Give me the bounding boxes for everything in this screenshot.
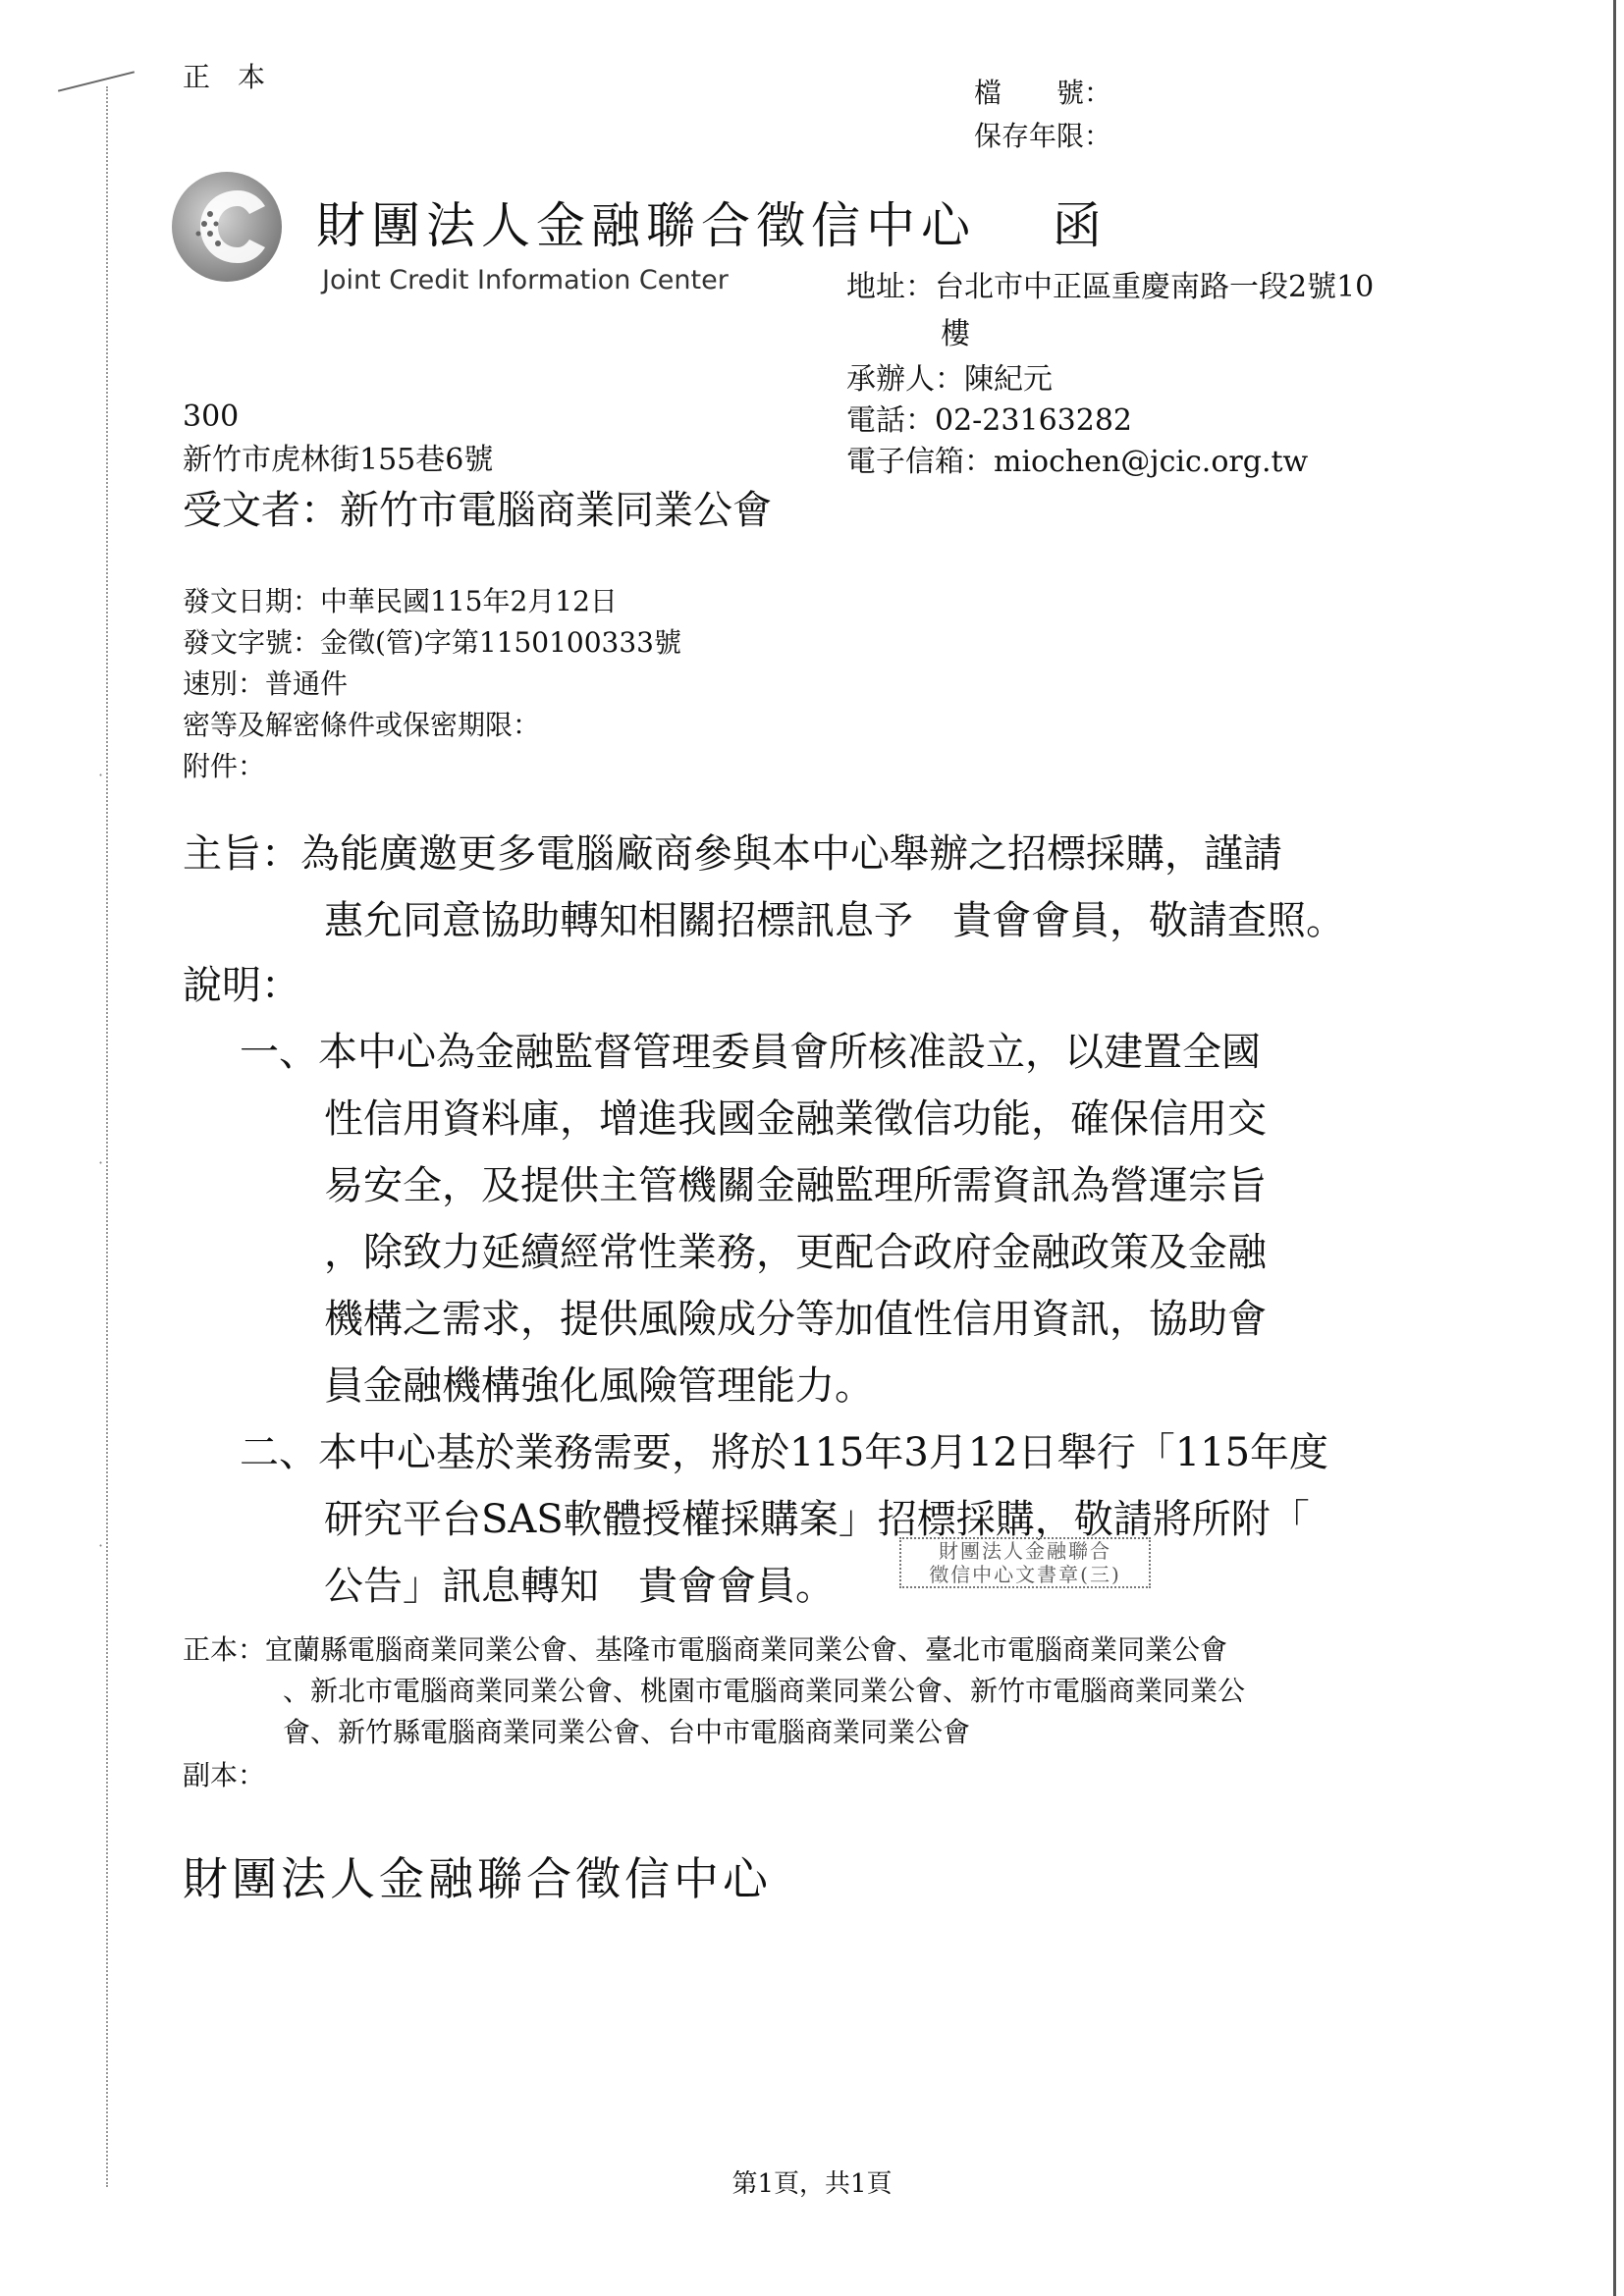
- document-number: 發文字號：金徵(管)字第1150100333號: [183, 626, 681, 659]
- explanation-item-1-line: 一、本中心為金融監督管理委員會所核准設立，以建置全國: [240, 1030, 1261, 1075]
- attachments: 附件：: [183, 750, 266, 782]
- explanation-item-1-line: 性信用資料庫，增進我國金融業徵信功能，確保信用交: [324, 1096, 1267, 1142]
- receiver: 受文者：新竹市電腦商業同業公會: [183, 488, 772, 533]
- explanation-item-2-line: 研究平台SAS軟體授權採購案」招標採購，敬請將所附「: [324, 1497, 1310, 1542]
- email-address: 電子信箱：miochen@jcic.org.tw: [846, 445, 1309, 479]
- distribution-copy: 副本：: [183, 1759, 266, 1791]
- explanation-item-1-line: 員金融機構強化風險管理能力。: [324, 1363, 874, 1409]
- org-english-name: Joint Credit Information Center: [322, 265, 729, 295]
- explanation-item-2-line: 公告」訊息轉知 貴會會員。: [324, 1564, 835, 1609]
- subject-line-1: 主旨：為能廣邀更多電腦廠商參與本中心舉辦之招標採購，謹請: [183, 831, 1282, 877]
- explanation-item-1-line: 機構之需求，提供風險成分等加值性信用資訊，協助會: [324, 1297, 1267, 1342]
- distribution-original-line: 、新北市電腦商業同業公會、桃園市電腦商業同業公會、新竹市電腦商業同業公: [283, 1675, 1246, 1707]
- issue-date: 發文日期：中華民國115年2月12日: [183, 585, 618, 617]
- explanation-heading: 說明：: [183, 963, 300, 1008]
- org-title: 財團法人金融聯合徵信中心 函: [316, 197, 1108, 254]
- binding-mark: ·: [98, 766, 104, 784]
- binding-mark: ·: [98, 1536, 104, 1555]
- distribution-original-line: 會、新竹縣電腦商業同業公會、台中市電腦商業同業公會: [283, 1716, 971, 1748]
- explanation-item-1-line: 易安全，及提供主管機關金融監理所需資訊為營運宗旨: [324, 1163, 1267, 1208]
- distribution-original-line: 正本：宜蘭縣電腦商業同業公會、基隆市電腦商業同業公會、臺北市電腦商業同業公會: [183, 1633, 1228, 1666]
- footer-org-name: 財團法人金融聯合徵信中心: [183, 1852, 772, 1905]
- official-seal-stamp: [899, 1537, 1151, 1588]
- subject-line-2: 惠允同意協助轉知相關招標訊息予 貴會會員，敬請查照。: [324, 898, 1345, 943]
- binding-tick-mark: [58, 71, 135, 91]
- postal-code: 300: [183, 400, 240, 434]
- recipient-address: 新竹市虎林街155巷6號: [183, 443, 494, 477]
- secrecy-level: 密等及解密條件或保密期限：: [183, 709, 541, 741]
- explanation-item-1-line: ，除致力延續經常性業務，更配合政府金融政策及金融: [324, 1230, 1267, 1275]
- address-line-1: 地址：台北市中正區重慶南路一段2號10: [846, 270, 1375, 304]
- explanation-item-2-line: 二、本中心基於業務需要，將於115年3月12日舉行「115年度: [240, 1430, 1329, 1475]
- page-number: 第1頁，共1頁: [731, 2169, 893, 2199]
- phone-number: 電話：02-23163282: [846, 403, 1133, 438]
- speed-classification: 速別：普通件: [183, 667, 349, 700]
- handler-name: 承辦人：陳紀元: [846, 362, 1053, 397]
- binding-dotted-line: [106, 86, 108, 2187]
- binding-mark: ·: [98, 1153, 104, 1172]
- jcic-logo-icon: [169, 169, 285, 285]
- page-edge-line: [1613, 0, 1616, 2296]
- copy-type-label: 正 本: [183, 61, 266, 93]
- stamp-line-1: 財團法人金融聯合: [939, 1539, 1111, 1563]
- retention-period-label: 保存年限：: [974, 120, 1112, 152]
- file-number-label: 檔 號：: [974, 77, 1112, 109]
- stamp-line-2: 徵信中心文書章(三): [929, 1563, 1121, 1586]
- address-line-2: 樓: [941, 317, 970, 351]
